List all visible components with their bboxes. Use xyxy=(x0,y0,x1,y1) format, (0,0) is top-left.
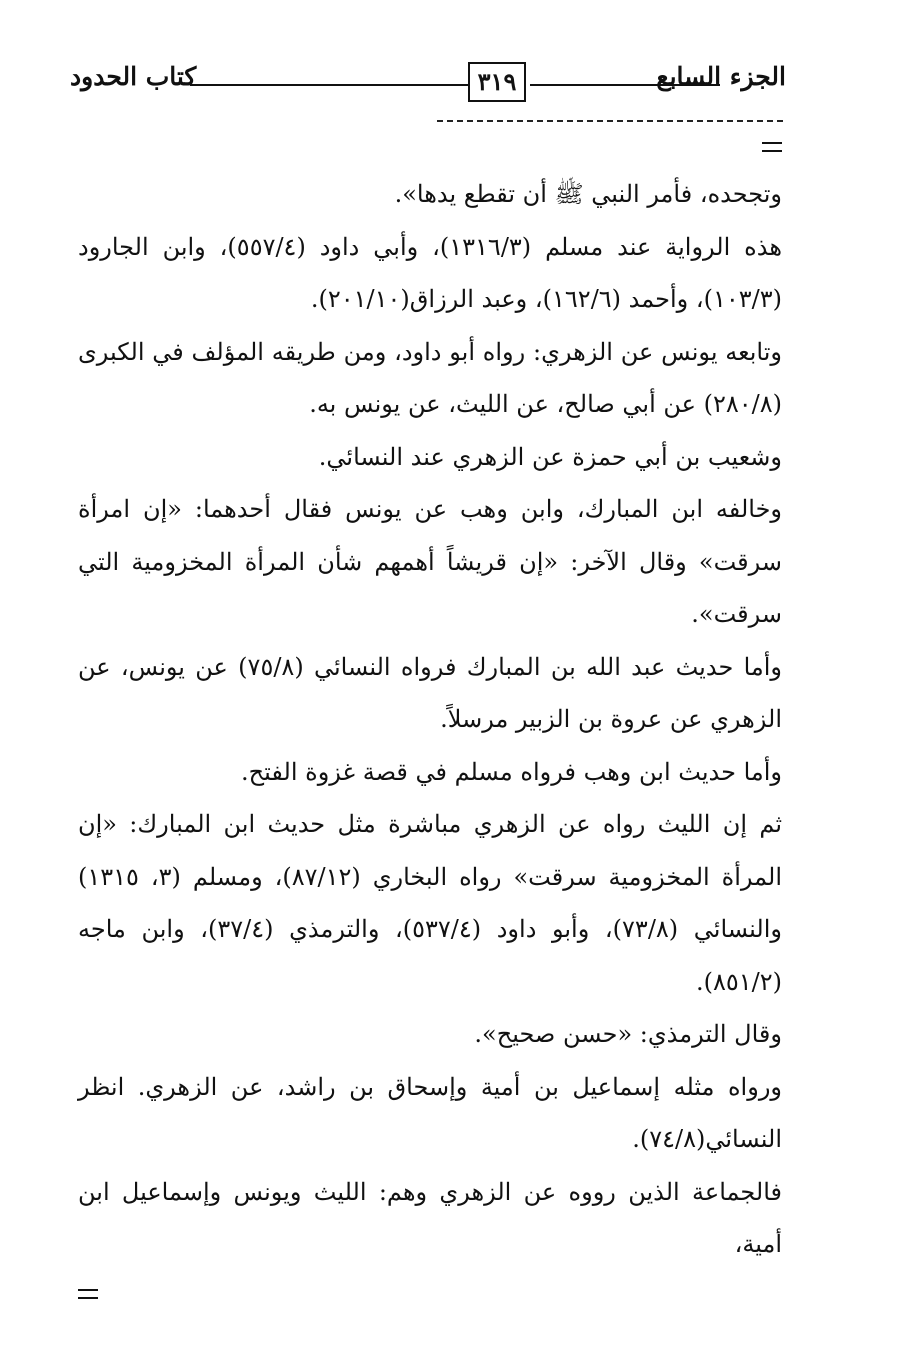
paragraph: ورواه مثله إسماعيل بن أمية وإسحاق بن راشد، عن الزهري. انظر النسائي(٧٤/٨). xyxy=(78,1072,782,1153)
header-rule-left xyxy=(190,84,468,86)
book-title: كتاب الحدود xyxy=(70,62,197,91)
paragraph: وتابعه يونس عن الزهري: رواه أبو داود، ومن طريقه المؤلف في الكبرى (٢٨٠/٨) عن أبي صالح، عن الليث، عن يونس به. xyxy=(78,337,782,418)
paragraph: وخالفه ابن المبارك، وابن وهب عن يونس فقال أحدهما: «إن امرأة سرقت» وقال الآخر: «إن قريشاً أهمهم شأن المرأة المخزومية التي سرقت». xyxy=(78,495,782,628)
header-dashed-rule xyxy=(437,120,783,122)
paragraph: وقال الترمذي: «حسن صحيح». xyxy=(474,1020,782,1048)
paragraph: هذه الرواية عند مسلم (١٣١٦/٣)، وأبي داود (٥٥٧/٤)، وابن الجارود (١٠٣/٣)، وأحمد (١٦٢/٦)، وعبد الرزاق(٢٠١/١٠). xyxy=(78,232,783,313)
main-text xyxy=(78,168,782,1271)
paragraph: وشعيب بن أبي حمزة عن الزهري عند النسائي. xyxy=(318,442,782,471)
paragraph: وأما حديث عبد الله بن المبارك فرواه النسائي (٧٥/٨) عن يونس، عن الزهري عن عروة بن الزبير مرسلاً. xyxy=(78,652,783,733)
volume-label: الجزء السابع xyxy=(656,62,786,91)
paragraph: وأما حديث ابن وهب فرواه مسلم في قصة غزوة الفتح. xyxy=(241,757,782,786)
paragraph: وتجحده، فأمر النبي ﷺ أن تقطع يدها». xyxy=(394,180,782,208)
page-header xyxy=(70,62,786,106)
paragraph: فالجماعة الذين رووه عن الزهري وهم: الليث ويونس وإسماعيل ابن أمية، xyxy=(78,1177,782,1258)
page-number: ٣١٩ xyxy=(468,62,526,102)
header-rule-right xyxy=(530,84,720,86)
paragraph: ثم إن الليث رواه عن الزهري مباشرة مثل حديث ابن المبارك: «إن المرأة المخزومية سرقت» رواه البخاري (٨٧/١٢)، ومسلم (٣، ١٣١٥) والنسائي (٧٣/٨)، وأبو داود (٥٣٧/٤)، والترمذي (٣٧/٤)، وابن ماجه (٨٥١/٢). xyxy=(78,810,782,996)
continuation-mark-bottom xyxy=(78,1289,98,1299)
continuation-mark-top xyxy=(762,142,782,152)
